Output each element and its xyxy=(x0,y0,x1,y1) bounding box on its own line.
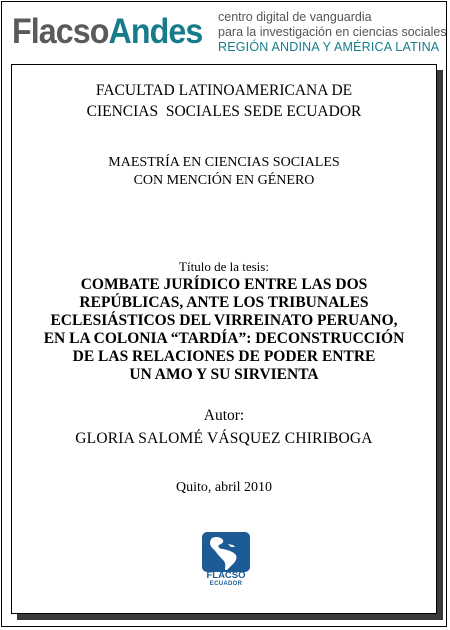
logo-part-andes: Andes xyxy=(108,12,203,51)
institution-line2: CIENCIAS SOCIALES SEDE ECUADOR xyxy=(86,103,362,120)
logo-name: FLACSO xyxy=(206,570,246,581)
thesis-title-line: COMBATE JURÍDICO ENTRE LAS DOS xyxy=(80,276,368,293)
place-date: Quito, abril 2010 xyxy=(175,480,273,495)
flacsoandes-logo xyxy=(12,12,202,52)
header-banner xyxy=(0,0,450,62)
thesis-title-line: UN AMO Y SU SIRVIENTA xyxy=(129,366,319,383)
logo-sub: ECUADOR xyxy=(209,581,243,587)
thesis-title-line: DE LAS RELACIONES DE PODER ENTRE xyxy=(72,348,376,365)
thesis-title xyxy=(11,276,437,384)
institution-line1: FACULTAD LATINOAMERICANA DE xyxy=(95,82,353,99)
program-name xyxy=(11,154,437,190)
header-tagline xyxy=(218,10,448,55)
tagline-line1: centro digital de vanguardia xyxy=(218,10,372,24)
thesis-label: Título de la tesis: xyxy=(179,259,269,274)
author-name: GLORIA SALOMÉ VÁSQUEZ CHIRIBOGA xyxy=(75,430,373,447)
tagline-line2: para la investigación en ciencias sociales xyxy=(218,25,447,39)
thesis-title-line: REPÚBLICAS, ANTE LOS TRIBUNALES xyxy=(79,294,369,311)
tagline-line3: REGIÓN ANDINA Y AMÉRICA LATINA xyxy=(218,40,440,54)
program-line2: CON MENCIÓN EN GÉNERO xyxy=(133,173,315,188)
thesis-title-line: ECLESIÁSTICOS DEL VIRREINATO PERUANO, xyxy=(50,312,398,329)
author-label: Autor: xyxy=(203,407,245,424)
thesis-title-line: EN LA COLONIA “TARDÍA”: DECONSTRUCCIÓN xyxy=(43,330,405,347)
program-line1: MAESTRÍA EN CIENCIAS SOCIALES xyxy=(108,155,340,170)
logo-part-flacso: Flacso xyxy=(12,12,109,51)
institution-name xyxy=(11,80,437,122)
